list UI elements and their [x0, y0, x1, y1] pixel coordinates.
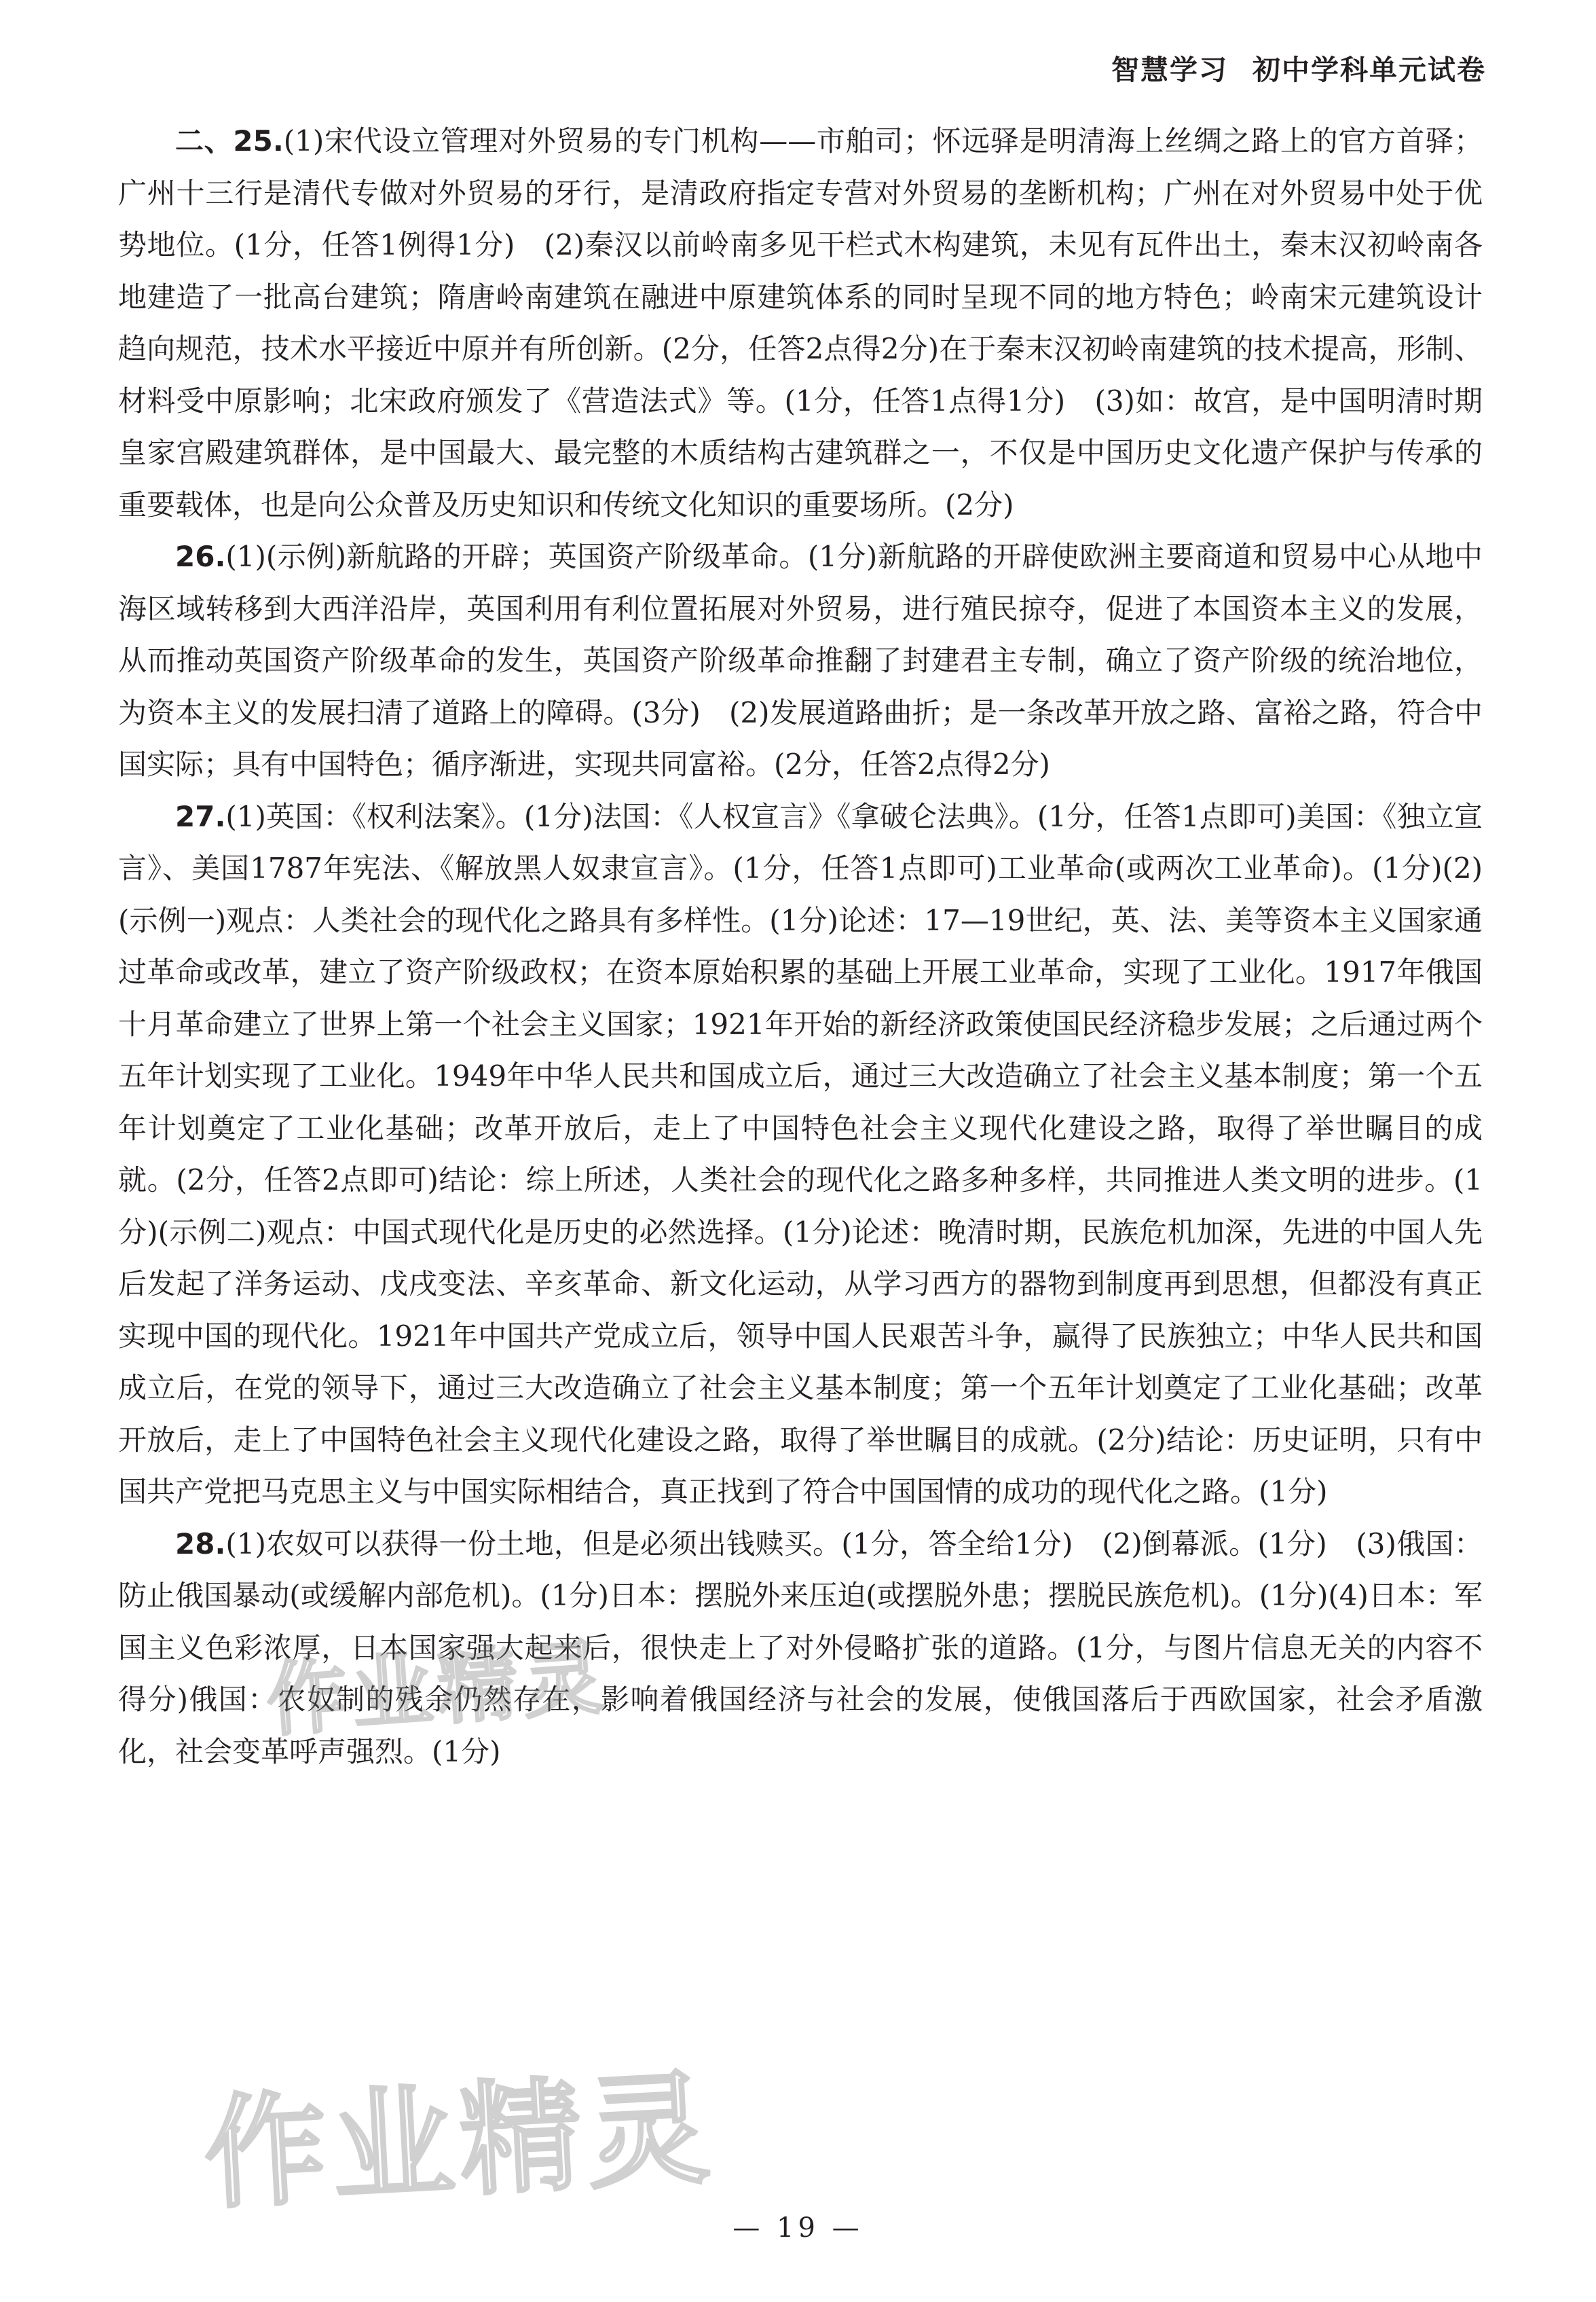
answer-q26 — [118, 531, 1483, 791]
header-book-title: 初中学科单元试卷 — [1252, 54, 1486, 86]
watermark-logo: 作业精灵 — [263, 1630, 612, 1748]
question-number: 27. — [175, 799, 226, 833]
question-number: 26. — [175, 540, 226, 573]
page-number: — 19 — — [732, 2212, 864, 2244]
question-number: 28. — [175, 1527, 226, 1560]
answer-text: (1)英国：《权利法案》。(1分)法国：《人权宣言》《拿破仑法典》。(1分，任答1点即可)美国：《独立宣言》、美国1787年宪法、《解放黑人奴隶宣言》。(1分，任答1点即可)工业革命(或两次工业革命)。(1分)(2)(示例一)观点：人类社会的现代化之路具有多样性。(1分)论述：17—19世纪，英、法、美等资本主义国家通过革命或改革，建立了资产阶级政权；在资本原始积累的基础上开展工业革命，实现了工业化。1917年俄国十月革命建立了世界上第一个社会主义国家；1921年开始的新经济政策使国民经济稳步发展；之后通过两个五年计划实现了工业化。1949年中华人民共和国成立后，通过三大改造确立了社会主义基本制度；第一个五年计划奠定了工业化基础；改革开放后，走上了中国特色社会主义现代化建设之路，取得了举世瞩目的成就。(2分，任答2点即可)结论：综上所述，人类社会的现代化之路多种多样，共同推进人类文明的进步。(1分)(示例二)观点：中国式现代化是历史的必然选择。(1分)论述：晚清时期，民族危机加深，先进的中国人先后发起了洋务运动、戊戌变法、辛亥革命、新文化运动，从学习西方的器物到制度再到思想，但都没有真正实现中国的现代化。1921年中国共产党成立后，领导中国人民艰苦斗争，赢得了民族独立；中华人民共和国成立后，在党的领导下，通过三大改造确立了社会主义基本制度；第一个五年计划奠定了工业化基础；改革开放后，走上了中国特色社会主义现代化建设之路，取得了举世瞩目的成就。(2分)结论：历史证明，只有中国共产党把马克思主义与中国实际相结合，真正找到了符合中国国情的成功的现代化之路。(1分) — [118, 799, 1483, 1508]
answer-q25 — [118, 115, 1483, 531]
page-header — [1111, 48, 1486, 88]
question-number: 二、25. — [175, 124, 284, 158]
answer-text: (1)宋代设立管理对外贸易的专门机构——市舶司；怀远驿是明清海上丝绸之路上的官方首驿；广州十三行是清代专做对外贸易的牙行，是清政府指定专营对外贸易的垄断机构；广州在对外贸易中处于优势地位。(1分，任答1例得1分) (2)秦汉以前岭南多见干栏式木构建筑，未见有瓦件出土，秦末汉初岭南各地建造了一批高台建筑；隋唐岭南建筑在融进中原建筑体系的同时呈现不同的地方特色；岭南宋元建筑设计趋向规范，技术水平接近中原并有所创新。(2分，任答2点得2分)在于秦末汉初岭南建筑的技术提高，形制、材料受中原影响；北宋政府颁发了《营造法式》等。(1分，任答1点得1分) (3)如：故宫，是中国明清时期皇家宫殿建筑群体，是中国最大、最完整的木质结构古建筑群之一，不仅是中国历史文化遗产保护与传承的重要载体，也是向公众普及历史知识和传统文化知识的重要场所。(2分) — [118, 124, 1483, 522]
header-series-title: 智慧学习 — [1111, 54, 1228, 86]
answer-q28 — [118, 1518, 1483, 1778]
answer-content — [118, 115, 1483, 1778]
answer-text: (1)农奴可以获得一份土地，但是必须出钱赎买。(1分，答全给1分) (2)倒幕派。(1分) (3)俄国：防止俄国暴动(或缓解内部危机)。(1分)日本：摆脱外来压迫(或摆脱外患；摆脱民族危机)。(1分)(4)日本：军国主义色彩浓厚，日本国家强大起来后，很快走上了对外侵略扩张的道路。(1分，与图片信息无关的内容不得分)俄国：农奴制的残余仍然存在，影响着俄国经济与社会的发展，使俄国落后于西欧国家，社会矛盾激化，社会变革呼声强烈。(1分) — [118, 1527, 1483, 1768]
answer-q27 — [118, 791, 1483, 1518]
answer-text: (1)(示例)新航路的开辟；英国资产阶级革命。(1分)新航路的开辟使欧洲主要商道和贸易中心从地中海区域转移到大西洋沿岸，英国利用有利位置拓展对外贸易，进行殖民掠夺，促进了本国资本主义的发展，从而推动英国资产阶级革命的发生，英国资产阶级革命推翻了封建君主专制，确立了资产阶级的统治地位，为资本主义的发展扫清了道路上的障碍。(3分) (2)发展道路曲折；是一条改革开放之路、富裕之路，符合中国实际；具有中国特色；循序渐进，实现共同富裕。(2分，任答2点得2分) — [118, 540, 1483, 781]
watermark-logo: 作业精灵 — [200, 2058, 718, 2227]
